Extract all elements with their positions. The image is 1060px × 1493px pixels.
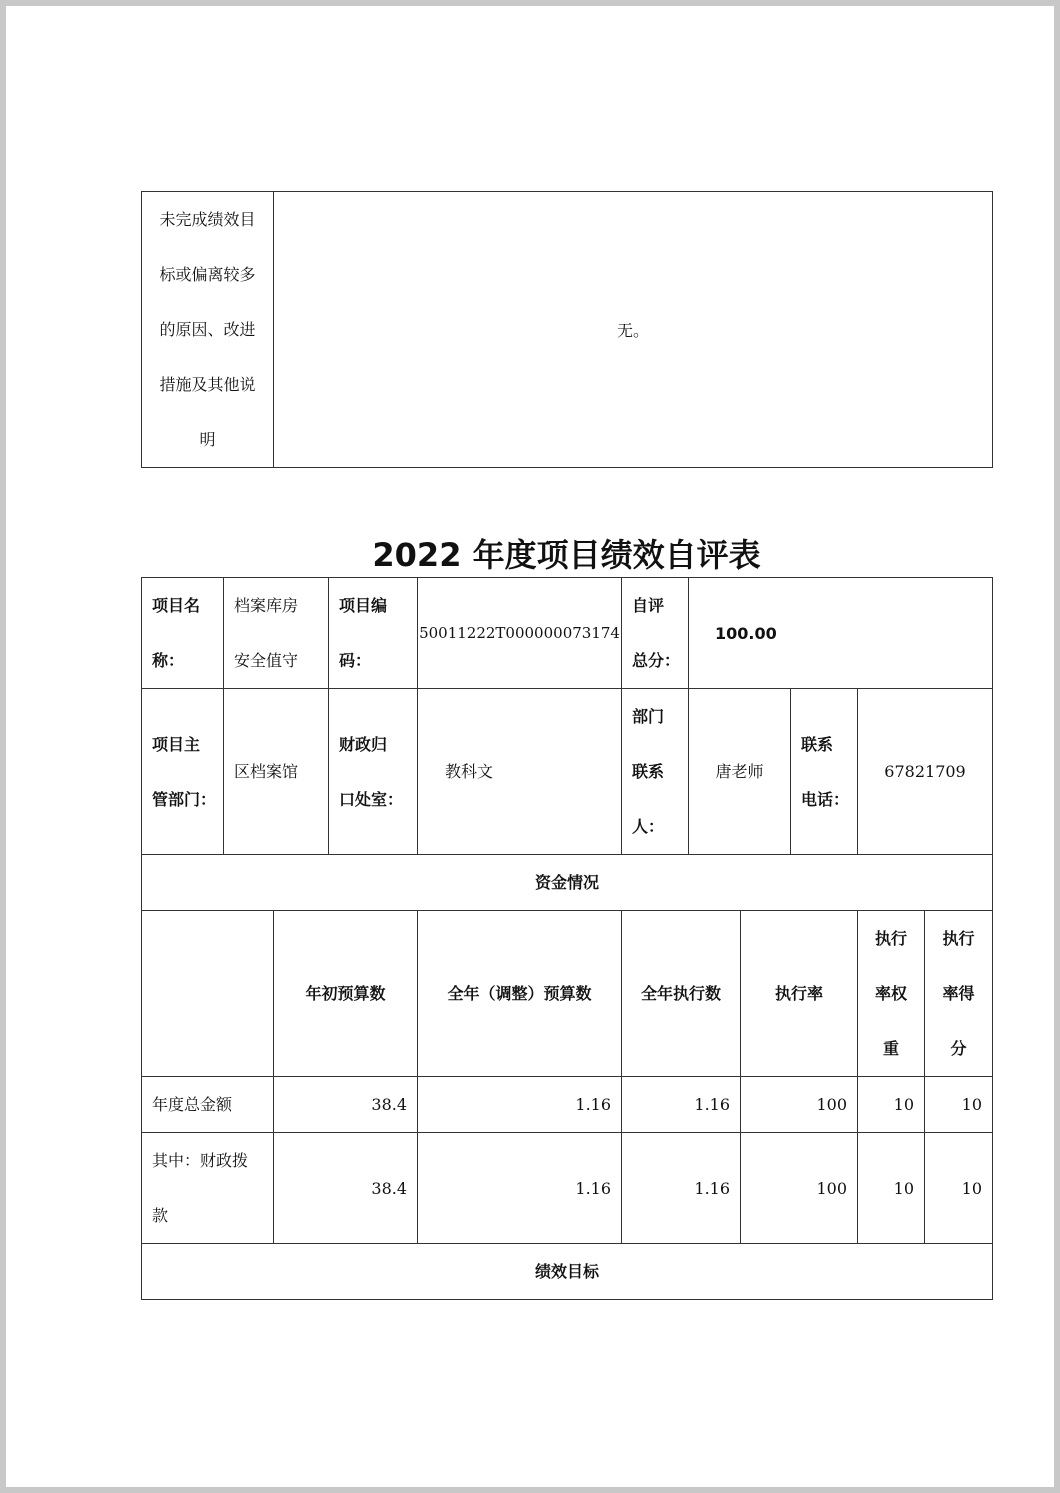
row-label: 年度总金额 [142, 1077, 274, 1133]
header-adjusted-budget: 全年（调整）预算数 [418, 911, 622, 1077]
cell-rate: 100 [741, 1133, 858, 1244]
dept-value: 区档案馆 [224, 689, 329, 855]
remarks-label-line: 的原因、改进 [159, 320, 256, 339]
header-weight: 执行 率权 重 [858, 911, 925, 1077]
finance-value: 教科文 [418, 689, 622, 855]
row-label: 其中：财政拨 款 [142, 1133, 274, 1244]
cell-score: 10 [925, 1133, 993, 1244]
cell-initial: 38.4 [274, 1133, 418, 1244]
header-score: 执行 率得 分 [925, 911, 993, 1077]
funds-section-row [142, 855, 993, 911]
project-info-row [142, 578, 993, 689]
remarks-table [141, 191, 993, 468]
remarks-content: 无。 [274, 192, 993, 468]
remarks-label [142, 192, 274, 468]
cell-weight: 10 [858, 1133, 925, 1244]
self-score-label: 自评 总分： [622, 578, 689, 689]
department-row [142, 689, 993, 855]
contact-value: 唐老师 [689, 689, 791, 855]
project-code-label: 项目编 码： [329, 578, 418, 689]
goals-section-title: 绩效目标 [142, 1244, 993, 1300]
funds-row-total [142, 1077, 993, 1133]
cell-executed: 1.16 [622, 1077, 741, 1133]
cell-adjusted: 1.16 [418, 1077, 622, 1133]
cell-score: 10 [925, 1077, 993, 1133]
remarks-label-line: 标或偏离较多 [159, 265, 256, 284]
page-title: 2022 年度项目绩效自评表 [372, 536, 761, 574]
header-rate: 执行率 [741, 911, 858, 1077]
self-score-value: 100.00 [689, 578, 993, 689]
cell-rate: 100 [741, 1077, 858, 1133]
funds-header-empty [142, 911, 274, 1077]
header-executed: 全年执行数 [622, 911, 741, 1077]
remarks-label-line: 措施及其他说 [159, 375, 256, 394]
document-page [6, 6, 1054, 1487]
evaluation-table [141, 577, 993, 1300]
header-initial-budget: 年初预算数 [274, 911, 418, 1077]
dept-label: 项目主 管部门： [142, 689, 224, 855]
project-code-value: 50011222T000000073174 [418, 578, 622, 689]
cell-weight: 10 [858, 1077, 925, 1133]
contact-label: 部门 联系 人： [622, 689, 689, 855]
finance-label: 财政归 口处室： [329, 689, 418, 855]
phone-value: 67821709 [858, 689, 993, 855]
phone-label: 联系 电话： [791, 689, 858, 855]
funds-header-row [142, 911, 993, 1077]
cell-executed: 1.16 [622, 1133, 741, 1244]
project-name-label: 项目名 称： [142, 578, 224, 689]
cell-adjusted: 1.16 [418, 1133, 622, 1244]
goals-section-row [142, 1244, 993, 1300]
funds-section-title: 资金情况 [142, 855, 993, 911]
remarks-label-line: 未完成绩效目 [159, 210, 256, 229]
remarks-label-line: 明 [199, 430, 216, 449]
cell-initial: 38.4 [274, 1077, 418, 1133]
project-name-value: 档案库房 安全值守 [224, 578, 329, 689]
funds-row-finance [142, 1133, 993, 1244]
